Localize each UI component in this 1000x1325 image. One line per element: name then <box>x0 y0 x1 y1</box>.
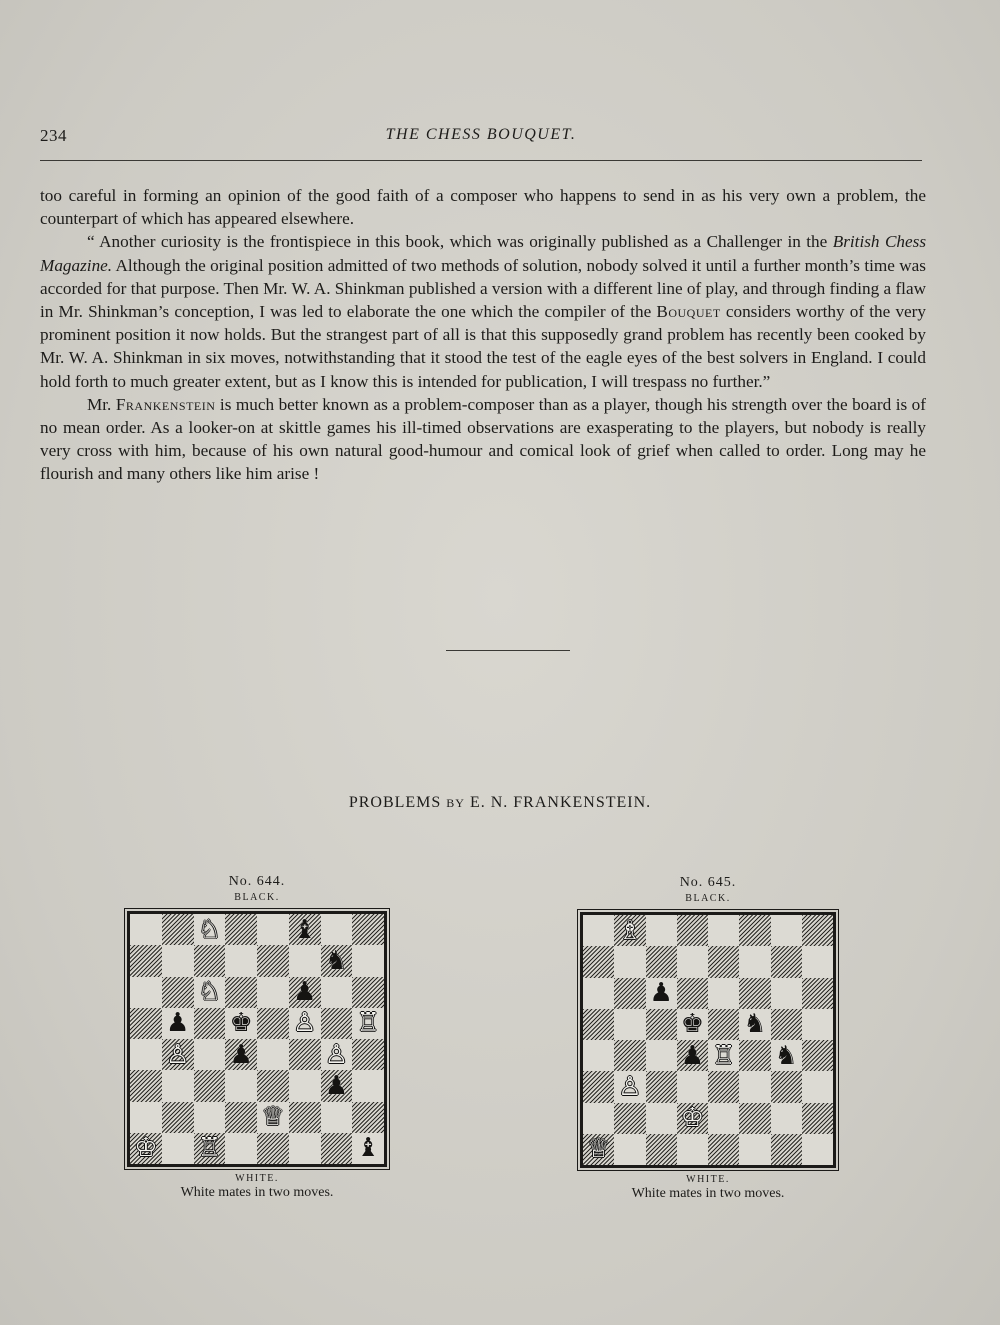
board-square <box>257 977 289 1008</box>
board-square <box>802 978 833 1009</box>
board-square <box>583 978 614 1009</box>
white-queen-icon: ♕ <box>261 1102 285 1132</box>
board-square <box>257 1039 289 1070</box>
board-square <box>289 1102 321 1133</box>
board-square <box>352 1039 384 1070</box>
smallcaps-text: Bouquet <box>656 302 721 322</box>
board-square <box>739 1103 770 1134</box>
black-knight-icon: ♞ <box>324 945 349 975</box>
board-square <box>194 1008 226 1039</box>
board-square <box>646 1009 677 1040</box>
board-square <box>708 946 739 977</box>
white-rook-icon: ♖ <box>711 1040 736 1070</box>
text-run: “ Another curiosity is the frontispiece in this book, which was originally published as a Challenger in the <box>87 232 833 252</box>
board-square <box>194 1070 226 1101</box>
black-pawn-icon: ♟ <box>649 978 673 1008</box>
board-square <box>771 1040 802 1071</box>
board-square <box>225 945 257 976</box>
board-square <box>289 1039 321 1070</box>
white-label: WHITE. <box>686 1174 730 1185</box>
board-square <box>321 1133 353 1164</box>
board-square <box>677 1009 708 1040</box>
board-square <box>646 1103 677 1134</box>
board-square <box>162 914 194 945</box>
board-square <box>646 946 677 977</box>
board-square <box>802 915 833 946</box>
board-square <box>130 1070 162 1101</box>
board-square <box>321 1070 353 1101</box>
black-king-icon: ♚ <box>229 1008 253 1038</box>
black-pawn-icon: ♟ <box>229 1039 253 1069</box>
board-square <box>677 1071 708 1102</box>
board-square <box>130 1039 162 1070</box>
board-square <box>194 1102 226 1133</box>
board-square <box>321 945 353 976</box>
board-square <box>257 914 289 945</box>
header-rule <box>40 160 922 161</box>
board-square <box>289 945 321 976</box>
board-square <box>352 1102 384 1133</box>
page-number: 234 <box>40 126 67 145</box>
problem-number: No. 644. <box>228 874 286 889</box>
board-square <box>583 1040 614 1071</box>
board-square <box>583 1103 614 1134</box>
board-square <box>677 915 708 946</box>
board-square <box>162 977 194 1008</box>
board-square <box>802 946 833 977</box>
board-square <box>708 1103 739 1134</box>
board-square <box>321 914 353 945</box>
white-queen-icon: ♕ <box>586 1134 611 1164</box>
board-square <box>130 1133 162 1164</box>
problems-heading-prefix: PROBLEMS <box>348 794 442 811</box>
board-square <box>130 977 162 1008</box>
board-square <box>771 1134 802 1165</box>
board-square <box>739 1071 770 1102</box>
running-title: THE CHESS BOUQUET. <box>385 126 577 143</box>
black-knight-icon: ♞ <box>774 1040 798 1070</box>
black-label: BLACK. <box>234 892 280 903</box>
board-square <box>257 1008 289 1039</box>
board-square <box>802 1071 833 1102</box>
text-run: too careful in forming an opinion of the good faith of a composer who happens to send in as his very own a problem, the counterpart of which has appeared elsewhere. <box>40 186 926 229</box>
board-square <box>771 1103 802 1134</box>
board-square <box>646 1071 677 1102</box>
text-run: considers worthy of the very prominent position it now holds. But the strangest part of all is that this supposedly grand problem has recently been cooked by Mr. W. A. Shinkman in six moves, notwithstanding that it stood the test of the eagle eyes of the best solvers in England. I could hold forth to much greater extent, but as I know this is intended for publication, I will trespass no further.” <box>40 302 926 391</box>
board-square <box>802 1134 833 1165</box>
italic-text: British Chess Magazine. <box>40 232 927 275</box>
board-square <box>646 1134 677 1165</box>
black-knight-icon: ♞ <box>743 1009 767 1039</box>
board-square <box>739 978 770 1009</box>
board-square <box>771 978 802 1009</box>
board-square <box>771 915 802 946</box>
white-pawn-icon: ♙ <box>292 1008 317 1038</box>
board-square <box>162 1070 194 1101</box>
board-square <box>257 1133 289 1164</box>
board-square <box>321 1008 353 1039</box>
text-run: Mr. <box>87 394 116 414</box>
board-square <box>614 1071 645 1102</box>
problems-heading <box>0 794 1000 812</box>
board-square <box>739 1009 770 1040</box>
board-square <box>802 1103 833 1134</box>
board-square <box>646 915 677 946</box>
white-label: WHITE. <box>235 1173 279 1184</box>
board-square <box>677 946 708 977</box>
board-square <box>583 1071 614 1102</box>
board-square <box>289 1070 321 1101</box>
board-square <box>646 978 677 1009</box>
white-bishop-icon: ♗ <box>618 915 642 945</box>
board-square <box>321 1102 353 1133</box>
white-king-icon: ♔ <box>134 1133 158 1163</box>
white-rook-icon: ♖ <box>356 1008 380 1038</box>
board-square <box>583 1009 614 1040</box>
board-square <box>708 1040 739 1071</box>
board-square <box>225 977 257 1008</box>
problem-645 <box>576 875 840 1202</box>
board-square <box>614 1009 645 1040</box>
black-pawn-icon: ♟ <box>324 1070 349 1100</box>
board-square <box>739 946 770 977</box>
board-square <box>352 945 384 976</box>
board-square <box>708 978 739 1009</box>
smallcaps-text: Frankenstein <box>115 394 216 414</box>
board-square <box>677 1040 708 1071</box>
board-square <box>257 1102 289 1133</box>
board-square <box>321 977 353 1008</box>
board-square <box>708 915 739 946</box>
board-square <box>352 1070 384 1101</box>
board-square <box>289 1133 321 1164</box>
board-square <box>802 1009 833 1040</box>
stipulation: White mates in two moves. <box>180 1185 334 1200</box>
white-knight-icon: ♘ <box>197 977 222 1007</box>
board-square <box>739 1134 770 1165</box>
board-square <box>321 1039 353 1070</box>
board-square <box>771 946 802 977</box>
board-square <box>162 1102 194 1133</box>
board-square <box>771 1009 802 1040</box>
board-square <box>677 1103 708 1134</box>
board-square <box>677 978 708 1009</box>
board-square <box>162 1008 194 1039</box>
board-square <box>194 977 226 1008</box>
board-square <box>225 1133 257 1164</box>
board-square <box>583 946 614 977</box>
chess-board <box>580 912 836 1168</box>
board-square <box>257 1070 289 1101</box>
board-square <box>583 1134 614 1165</box>
board-square <box>162 945 194 976</box>
board-square <box>352 977 384 1008</box>
black-king-icon: ♚ <box>680 1009 705 1039</box>
board-square <box>614 978 645 1009</box>
board-square <box>352 914 384 945</box>
page-header <box>40 126 922 152</box>
body-text <box>40 184 926 486</box>
board-square <box>614 915 645 946</box>
paragraph <box>40 393 926 486</box>
white-pawn-icon: ♙ <box>165 1039 190 1069</box>
paragraph <box>40 184 926 230</box>
text-run: Although the original position admitted of two methods of solution, nobody solved it until a further month’s time was accorded for that purpose. Then Mr. W. A. Shinkman published a version with a different line of play, and through finding a flaw in Mr. Shinkman’s conception, I was led to elaborate the one which the compiler of the <box>40 255 926 322</box>
board-square <box>708 1009 739 1040</box>
black-label: BLACK. <box>685 893 731 904</box>
problems-heading-by: BY <box>446 796 465 810</box>
black-bishop-icon: ♝ <box>292 914 317 944</box>
board-square <box>677 1134 708 1165</box>
board-square <box>614 1040 645 1071</box>
board-square <box>289 1008 321 1039</box>
board-square <box>614 946 645 977</box>
white-rook-icon: ♖ <box>197 1133 222 1163</box>
board-square <box>289 914 321 945</box>
board-square <box>194 1133 226 1164</box>
text-run: is much better known as a problem-composer than as a player, though his strength over the board is of no mean order. As a looker-on at skittle games his ill-timed observations are exasperating to the players, but nobody is really very cross with him, because of his own natural good-humour and comical look of grief when called to order. Long may he flourish and many others like him arise ! <box>40 394 926 484</box>
board-square <box>708 1134 739 1165</box>
stipulation: White mates in two moves. <box>631 1186 785 1201</box>
board-square <box>614 1103 645 1134</box>
board-square <box>162 1133 194 1164</box>
white-king-icon: ♔ <box>680 1103 705 1133</box>
section-divider <box>446 650 570 651</box>
board-square <box>257 945 289 976</box>
black-pawn-icon: ♟ <box>292 977 317 1007</box>
board-square <box>708 1071 739 1102</box>
white-knight-icon: ♘ <box>197 914 222 944</box>
problem-number: No. 645. <box>679 875 737 890</box>
board-square <box>225 1102 257 1133</box>
problems-heading-author: E. N. FRANKENSTEIN. <box>469 794 652 811</box>
board-square <box>352 1133 384 1164</box>
board-square <box>352 1008 384 1039</box>
black-bishop-icon: ♝ <box>356 1133 380 1163</box>
board-square <box>225 1039 257 1070</box>
board-square <box>225 1008 257 1039</box>
board-square <box>130 1008 162 1039</box>
paragraph <box>40 230 926 392</box>
board-square <box>583 915 614 946</box>
chess-board <box>127 911 387 1167</box>
board-square <box>771 1071 802 1102</box>
board-square <box>225 1070 257 1101</box>
board-square <box>130 945 162 976</box>
board-square <box>162 1039 194 1070</box>
board-square <box>130 1102 162 1133</box>
board-square <box>739 915 770 946</box>
board-square <box>130 914 162 945</box>
white-pawn-icon: ♙ <box>618 1071 642 1101</box>
board-square <box>194 945 226 976</box>
board-square <box>739 1040 770 1071</box>
board-square <box>614 1134 645 1165</box>
problem-644 <box>124 874 390 1201</box>
board-square <box>646 1040 677 1071</box>
board-square <box>225 914 257 945</box>
board-square <box>289 977 321 1008</box>
board-square <box>194 914 226 945</box>
white-pawn-icon: ♙ <box>324 1039 349 1069</box>
board-square <box>802 1040 833 1071</box>
board-square <box>194 1039 226 1070</box>
black-pawn-icon: ♟ <box>680 1040 705 1070</box>
black-pawn-icon: ♟ <box>165 1008 190 1038</box>
